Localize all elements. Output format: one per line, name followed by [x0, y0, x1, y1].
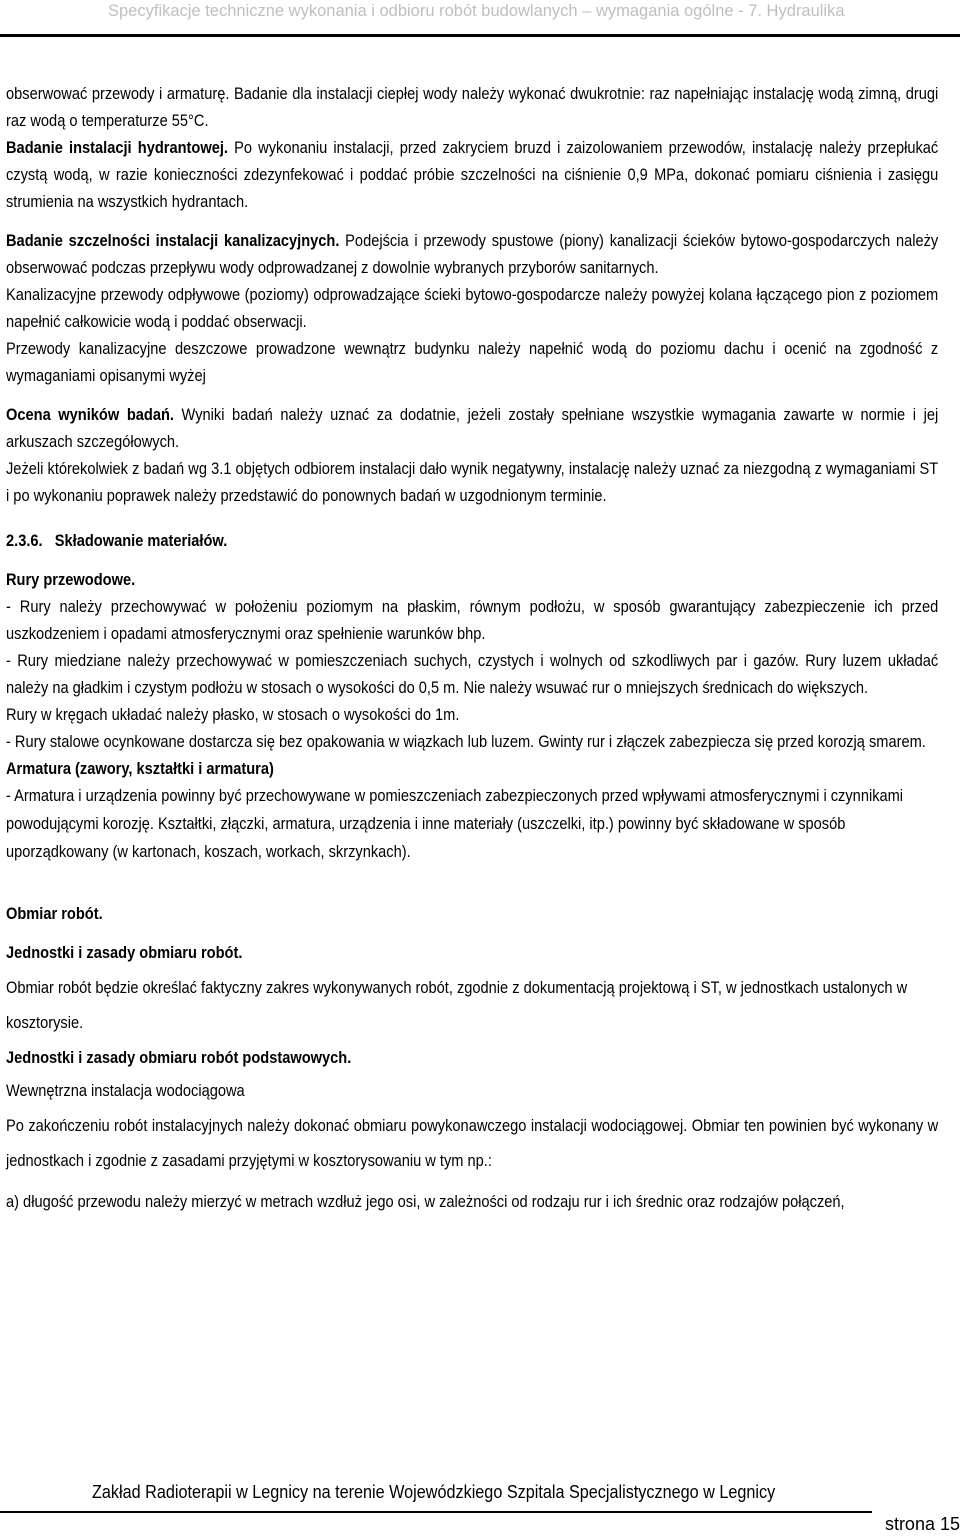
heading-measurement-units: Jednostki i zasady obmiaru robót. — [6, 943, 243, 962]
document-body — [6, 80, 938, 1219]
paragraph-hot-water-test: obserwować przewody i armaturę. Badanie dla instalacji ciepłej wody należy wykonać dwukrotnie: raz napełniając instalację wodą zimną, drugi raz wodą o temperaturze 55°C. — [6, 84, 939, 130]
page-footer: Zakład Radioterapii w Legnicy na terenie Wojewódzkiego Szpitala Specjalistycznego w Legnicy — [92, 1482, 776, 1502]
section-heading-storage — [6, 527, 938, 554]
heading-measurement: Obmiar robót. — [6, 904, 103, 923]
paragraph-results-evaluation — [6, 401, 938, 455]
paragraph-sewer-test — [6, 227, 938, 281]
page-number: strona 15 — [884, 1514, 960, 1534]
heading-basic-units: Jednostki i zasady obmiaru robót podstawowych. — [6, 1048, 352, 1067]
paragraph-negative-result: Jeżeli którekolwiek z badań wg 3.1 objętych odbiorem instalacji dało wynik negatywny, instalację należy uznać za niezgodną z wymaganiami ST i po wykonaniu poprawek należy przedstawić do ponownych badań w uzgodnionym terminie. — [6, 459, 939, 505]
paragraph-galvanized-pipes: - Rury stalowe ocynkowane dostarcza się bez opakowania w wiązkach lub luzem. Gwinty rur i złączek zabezpiecza się przed korozją smarem. — [6, 732, 926, 751]
paragraph-measurement-units: Obmiar robót będzie określać faktyczny zakres wykonywanych robót, zgodnie z dokumentacją projektową i ST, w jednostkach ustalonych w kosztorysie. — [6, 978, 908, 1032]
paragraph-copper-pipes: - Rury miedziane należy przechowywać w pomieszczeniach suchych, czystych i wolnych od szkodliwych par i gazów. Rury luzem układać należy na gładkim i czystym podłożu w stosach o wysokości do 0,5 m. Nie należy wsuwać rur o mniejszych średnicach do większych. — [6, 651, 939, 697]
paragraph-fittings-storage: - Armatura i urządzenia powinny być przechowywane w pomieszczeniach zabezpieczonych przed wpływami atmosferycznymi i czynnikami powodującymi korozję. Kształtki, złączki, armatura, urządzenia i inne materiały (uszczelki, itp.) powinny być składowane w sposób uporządkowany (w kartonach, koszach, workach, skrzynkach). — [6, 786, 904, 861]
list-item-a: a) długość przewodu należy mierzyć w metrach wzdłuż jego osi, w zależności od rodzaju rur i ich średnic oraz rodzajów połączeń, — [6, 1192, 845, 1211]
text-sewer-test: Podejścia i przewody spustowe (piony) kanalizacji ścieków bytowo-gospodarczych należy obserwować podczas przepływu wody odprowadzanej z dowolnie wybranych przyborów sanitarnych. — [6, 231, 939, 277]
section-title: Składowanie materiałów. — [54, 531, 228, 550]
heading-pipes: Rury przewodowe. — [6, 570, 136, 589]
paragraph-coiled-pipes: Rury w kręgach układać należy płasko, w stosach o wysokości do 1m. — [6, 705, 460, 724]
paragraph-hydrant-test — [6, 134, 938, 215]
paragraph-horizontal-drains: Kanalizacyjne przewody odpływowe (poziomy) odprowadzające ścieki bytowo-gospodarcze należy powyżej kolana łączącego pion z poziomem napełnić całkowicie wodą i poddać obserwacji. — [6, 285, 939, 331]
footer-divider — [0, 1511, 872, 1513]
paragraph-water-measurement: Po zakończeniu robót instalacyjnych należy dokonać obmiaru powykonawczego instalacji wodociągowej. Obmiar ten powinien być wykonany w jednostkach i zgodnie z zasadami przyjętymi w kosztorysowaniu w tym np.: — [6, 1116, 939, 1170]
paragraph-pipes-storage: - Rury należy przechowywać w położeniu poziomym na płaskim, równym podłożu, w sposób gwarantujący zabezpieczenie ich przed uszkodzeniem i opadami atmosferycznymi oraz spełnienie warunków bhp. — [6, 597, 939, 643]
section-number: 2.3.6. — [6, 531, 43, 550]
text-results-evaluation: Wyniki badań należy uznać za dodatnie, jeżeli zostały spełniane wszystkie wymagania zawarte w normie i jej arkuszach szczegółowych. — [6, 405, 939, 451]
page-header: Specyfikacje techniczne wykonania i odbioru robót budowlanych – wymagania ogólne - 7. Hydraulika — [108, 2, 845, 20]
heading-results-evaluation: Ocena wyników badań. — [6, 405, 174, 424]
header-divider — [0, 34, 960, 37]
heading-hydrant-test: Badanie instalacji hydrantowej. — [6, 138, 228, 157]
heading-fittings: Armatura (zawory, kształtki i armatura) — [6, 759, 274, 778]
heading-sewer-test: Badanie szczelności instalacji kanalizacyjnych. — [6, 231, 340, 250]
text-hydrant-test: Po wykonaniu instalacji, przed zakryciem bruzd i zaizolowaniem przewodów, instalację należy przepłukać czystą wodą, w razie konieczności zdezynfekować i poddać próbie szczelności na ciśnienie 0,9 MPa, dokonać pomiaru ciśnienia i zasięgu strumienia na wszystkich hydrantach. — [6, 138, 939, 211]
paragraph-rain-drains: Przewody kanalizacyjne deszczowe prowadzone wewnątrz budynku należy napełnić wodą do poziomu dachu i ocenić na zgodność z wymaganiami opisanymi wyżej — [6, 339, 939, 385]
heading-water-installation: Wewnętrzna instalacja wodociągowa — [6, 1081, 245, 1100]
